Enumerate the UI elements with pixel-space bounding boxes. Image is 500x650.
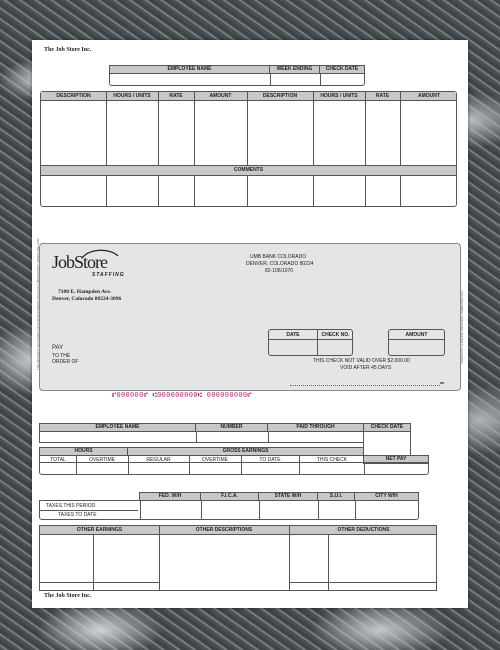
- employee-name-label: EMPLOYEE NAME: [39, 423, 196, 432]
- other-items-table: [39, 525, 437, 591]
- gross-earnings-header: GROSS EARNINGS: [127, 447, 364, 456]
- overtime-2-label: OVERTIME: [201, 457, 229, 463]
- total-label: TOTAL: [50, 457, 66, 463]
- other-earnings-header: OTHER EARNINGS: [76, 527, 123, 533]
- logo-swirl-icon: [80, 248, 120, 260]
- footer-company-name: The Job Store Inc.: [44, 593, 92, 599]
- fed-wh-header: FED. W/H: [139, 492, 201, 501]
- city-wh-header: CITY W/H: [354, 492, 419, 501]
- signature-line: [290, 385, 440, 386]
- bank-name: UMB BANK COLORADO: [250, 254, 307, 260]
- taxes-to-date-label: TAXES TO DATE: [58, 512, 97, 518]
- check-body: [39, 243, 461, 391]
- employee-info-row: [39, 423, 411, 442]
- valid-notice: THIS CHECK NOT VALID OVER $2,000.00: [313, 358, 410, 364]
- side-security-text-right: THIS DOCUMENT CONTAINS SECURITY FEATURES: [460, 290, 464, 364]
- employee-info-values: [39, 431, 364, 443]
- to-the-label: TO THE: [52, 353, 71, 359]
- number-label: NUMBER: [195, 423, 268, 432]
- fica-header: F.I.C.A.: [200, 492, 259, 501]
- date-checkno-box: [268, 329, 353, 356]
- net-pay-label: NET PAY: [363, 455, 429, 464]
- col-description-2: DESCRIPTION: [262, 93, 298, 99]
- other-descriptions-header: OTHER DESCRIPTIONS: [195, 527, 253, 533]
- check-no-label: CHECK NO.: [321, 332, 350, 338]
- taxes-values: [39, 500, 419, 520]
- col-rate: RATE: [169, 93, 183, 99]
- logo-staffing: STAFFING: [92, 272, 125, 278]
- overtime-label: OVERTIME: [88, 457, 116, 463]
- col-amount-2: AMOUNT: [418, 93, 440, 99]
- logo-wordmark: JobStore: [52, 252, 107, 272]
- hours-earnings-block: [39, 447, 429, 469]
- payroll-check-form: [32, 40, 468, 608]
- taxes-this-period-label: TAXES THIS PERIOD: [46, 503, 96, 509]
- side-security-text-left: THE SECURITY FEATURES ON THIS DOCUMENT INCLUDE A MICROPRINT SIGNATURE LINE: [36, 238, 40, 370]
- routing-fraction: 82-106/1070: [265, 268, 294, 274]
- col-hours-2: HOURS / UNITS: [320, 93, 358, 99]
- earnings-table: [40, 91, 457, 207]
- employee-name-header: EMPLOYEE NAME: [109, 65, 270, 74]
- regular-label: REGULAR: [146, 457, 171, 463]
- sui-header: S.U.I.: [317, 492, 355, 501]
- check-date-label: CHECK DATE: [363, 423, 411, 432]
- payer-address-2: Denver, Colorado 80224-3096: [52, 296, 122, 302]
- void-notice: VOID AFTER 45 DAYS: [340, 365, 392, 371]
- pay-label: PAY: [52, 345, 64, 351]
- check-date-header: CHECK DATE: [319, 65, 365, 74]
- top-stub-values: [109, 73, 365, 86]
- state-wh-header: STATE W/H: [258, 492, 318, 501]
- date-label: DATE: [286, 332, 300, 338]
- hours-earnings-values: [39, 462, 429, 475]
- amount-box: [388, 329, 445, 356]
- col-description: DESCRIPTION: [56, 93, 91, 99]
- comments-header: COMMENTS: [41, 165, 456, 176]
- bank-city: DENVER, COLORADO 80224: [246, 261, 314, 267]
- mp-mark: MP: [440, 381, 445, 385]
- amount-label: AMOUNT: [405, 332, 428, 338]
- col-rate-2: RATE: [375, 93, 390, 99]
- company-name: The Job Store Inc.: [44, 47, 92, 53]
- week-ending-header: WEEK ENDING: [269, 65, 320, 74]
- col-amount: AMOUNT: [209, 93, 232, 99]
- to-date-label: TO DATE: [259, 457, 281, 463]
- top-stub-header: [109, 65, 365, 86]
- order-of-label: ORDER OF: [52, 359, 79, 365]
- micr-line: ⑈000000⑈ ⑆000000000⑆ 000000000⑈: [112, 391, 252, 399]
- hours-header: HOURS: [39, 447, 128, 456]
- this-check-label: THIS CHECK: [316, 457, 348, 463]
- other-deductions-header: OTHER DEDUCTIONS: [337, 527, 390, 533]
- col-hours: HOURS / UNITS: [113, 93, 151, 99]
- paid-through-label: PAID THROUGH: [267, 423, 364, 432]
- taxes-block: [39, 492, 419, 520]
- payer-address-1: 7100 E. Hampden Ave.: [58, 289, 112, 295]
